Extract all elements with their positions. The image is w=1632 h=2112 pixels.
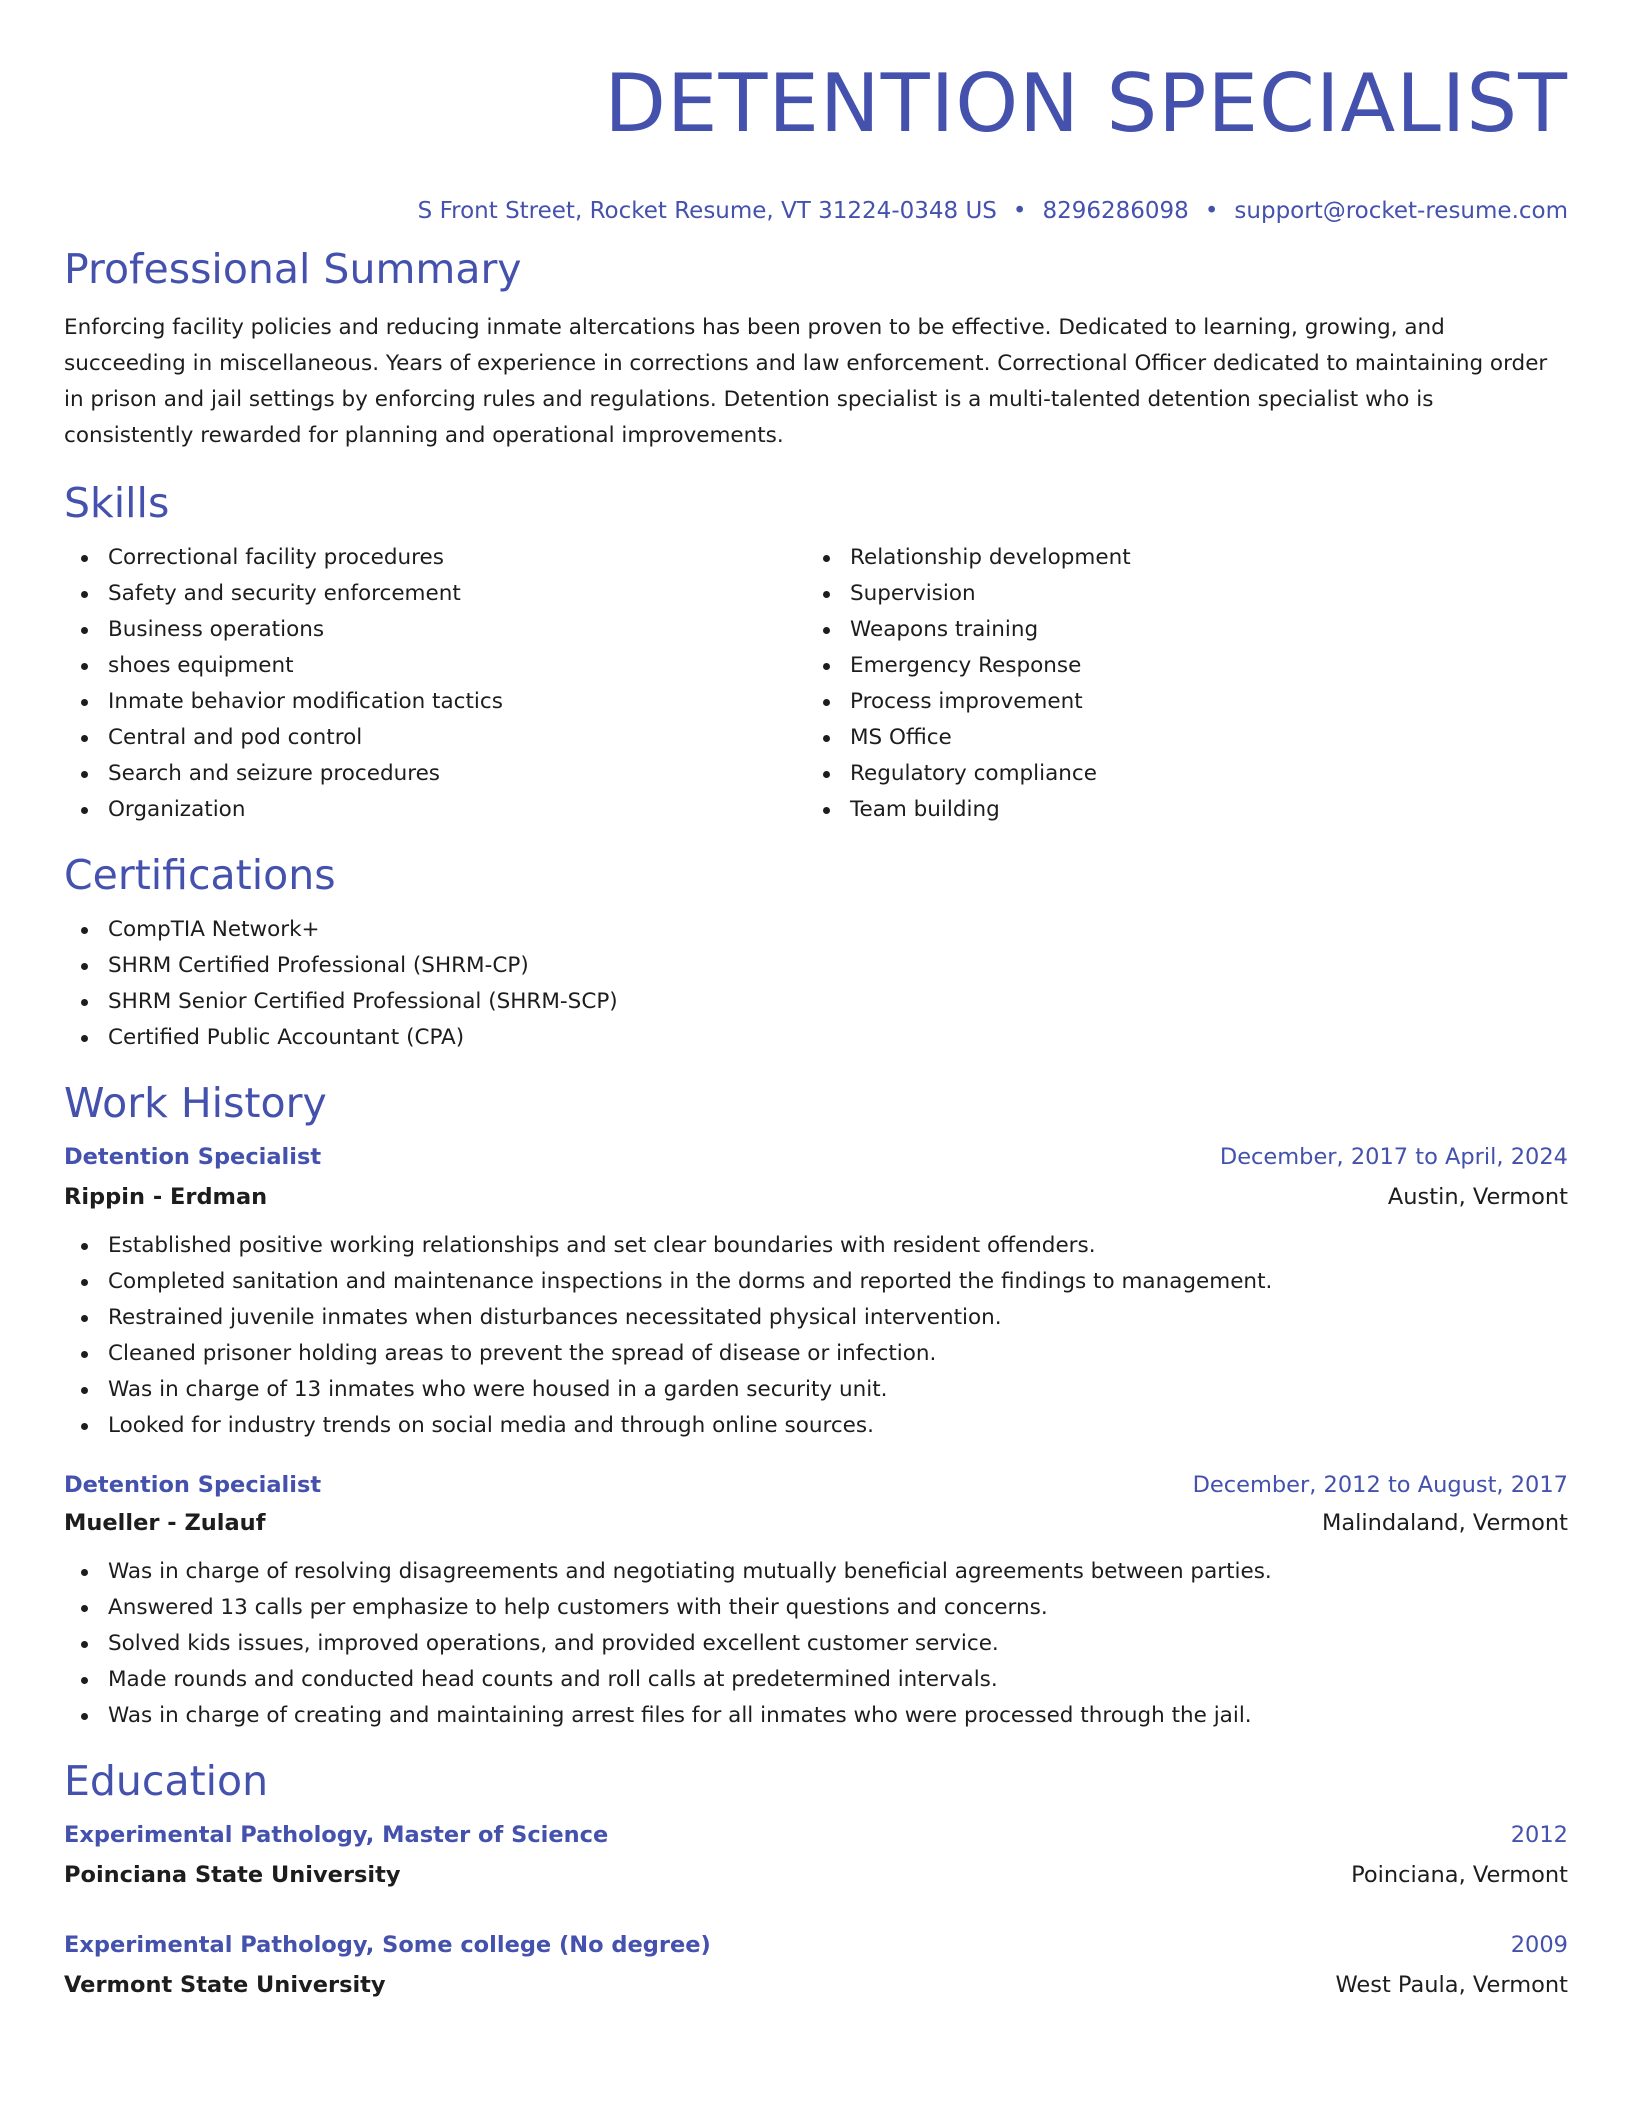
job-title: Detention Specialist (64, 1144, 322, 1170)
work-history-section (64, 1078, 1568, 1734)
job-header-row (64, 1140, 1568, 1174)
skills-title: Skills (64, 479, 170, 527)
contact-separator: • (1012, 198, 1027, 224)
work-history-title: Work History (64, 1079, 327, 1127)
education-entry (64, 1928, 1568, 2002)
education-school: Vermont State University (64, 1972, 386, 1998)
skills-list-right (806, 540, 1548, 828)
education-location: West Paula, Vermont (1335, 1972, 1568, 1998)
education-degree: Experimental Pathology, Master of Science (64, 1822, 609, 1848)
skills-grid (64, 540, 1568, 828)
contact-phone: 8296286098 (1042, 198, 1189, 224)
job-dates: December, 2012 to August, 2017 (1192, 1472, 1568, 1498)
skill-item: Search and seizure procedures (64, 756, 806, 792)
certifications-title: Certifications (64, 851, 336, 899)
job-header-row (64, 1468, 1568, 1502)
job-company-row (64, 1180, 1568, 1214)
skill-item: Central and pod control (64, 720, 806, 756)
job-location: Austin, Vermont (1387, 1184, 1568, 1210)
certification-item: SHRM Senior Certified Professional (SHRM-SCP) (64, 984, 1568, 1020)
skills-section (64, 478, 1568, 828)
skill-item: MS Office (806, 720, 1548, 756)
education-section (64, 1756, 1568, 2002)
contact-line (64, 196, 1568, 226)
education-school-row (64, 1968, 1568, 2002)
job-company-row (64, 1506, 1568, 1540)
skill-item: Business operations (64, 612, 806, 648)
education-degree: Experimental Pathology, Some college (No degree) (64, 1932, 711, 1958)
education-year: 2009 (1510, 1932, 1568, 1958)
job-company: Rippin - Erdman (64, 1184, 268, 1210)
job-title: Detention Specialist (64, 1472, 322, 1498)
skill-item: Team building (806, 792, 1548, 828)
job-duty-item: Established positive working relationships and set clear boundaries with resident offenders. (64, 1228, 1568, 1264)
skill-item: Regulatory compliance (806, 756, 1548, 792)
certification-item: SHRM Certified Professional (SHRM-CP) (64, 948, 1568, 984)
education-school: Poinciana State University (64, 1862, 401, 1888)
skill-item: shoes equipment (64, 648, 806, 684)
certifications-section (64, 850, 1568, 1056)
skill-item: Inmate behavior modification tactics (64, 684, 806, 720)
job-duty-item: Cleaned prisoner holding areas to prevent the spread of disease or infection. (64, 1336, 1568, 1372)
job-location: Malindaland, Vermont (1321, 1510, 1568, 1536)
education-title: Education (64, 1757, 269, 1805)
summary-title: Professional Summary (64, 245, 522, 293)
job-dates: December, 2017 to April, 2024 (1219, 1144, 1568, 1170)
skill-item: Weapons training (806, 612, 1548, 648)
certification-item: Certified Public Accountant (CPA) (64, 1020, 1568, 1056)
education-location: Poinciana, Vermont (1351, 1862, 1568, 1888)
job-company: Mueller - Zulauf (64, 1510, 266, 1536)
job-duty-item: Made rounds and conducted head counts and roll calls at predetermined intervals. (64, 1662, 1568, 1698)
job-entry (64, 1468, 1568, 1734)
certification-item: CompTIA Network+ (64, 912, 1568, 948)
job-duties-list (64, 1228, 1568, 1444)
skill-item: Organization (64, 792, 806, 828)
education-entry (64, 1818, 1568, 1892)
job-entry (64, 1140, 1568, 1444)
resume-header (64, 0, 1568, 226)
summary-text: Enforcing facility policies and reducing inmate altercations has been proven to be effective. Dedicated to learning, growing, and succeeding in miscellaneous. Years of experience in corrections and law enforcement. Correctional Officer dedicated to maintaining order in prison and jail settings by enforcing rules and regulations. Detention specialist is a multi-talented detention specialist who is consistently rewarded for planning and operational improvements. (64, 315, 1548, 448)
skill-item: Process improvement (806, 684, 1548, 720)
job-duty-item: Restrained juvenile inmates when disturbances necessitated physical intervention. (64, 1300, 1568, 1336)
education-school-row (64, 1858, 1568, 1892)
job-duty-item: Was in charge of creating and maintaining arrest files for all inmates who were processed through the jail. (64, 1698, 1568, 1734)
education-year: 2012 (1510, 1822, 1568, 1848)
skill-item: Supervision (806, 576, 1548, 612)
job-duty-item: Solved kids issues, improved operations, and provided excellent customer service. (64, 1626, 1568, 1662)
job-duty-item: Completed sanitation and maintenance inspections in the dorms and reported the findings to management. (64, 1264, 1568, 1300)
job-duty-item: Looked for industry trends on social media and through online sources. (64, 1408, 1568, 1444)
resume-name: DETENTION SPECIALIST (604, 57, 1568, 150)
skill-item: Relationship development (806, 540, 1548, 576)
contact-email: support@rocket-resume.com (1234, 198, 1568, 224)
skills-list-left (64, 540, 806, 828)
contact-separator: • (1204, 198, 1219, 224)
education-header-row (64, 1928, 1568, 1962)
summary-section (64, 244, 1568, 454)
skill-item: Correctional facility procedures (64, 540, 806, 576)
job-duty-item: Answered 13 calls per emphasize to help customers with their questions and concerns. (64, 1590, 1568, 1626)
job-duties-list (64, 1554, 1568, 1734)
skill-item: Safety and security enforcement (64, 576, 806, 612)
certifications-list (64, 912, 1568, 1056)
contact-address: S Front Street, Rocket Resume, VT 31224-0348 US (417, 198, 997, 224)
education-header-row (64, 1818, 1568, 1852)
job-duty-item: Was in charge of resolving disagreements and negotiating mutually beneficial agreements between parties. (64, 1554, 1568, 1590)
skill-item: Emergency Response (806, 648, 1548, 684)
job-duty-item: Was in charge of 13 inmates who were housed in a garden security unit. (64, 1372, 1568, 1408)
